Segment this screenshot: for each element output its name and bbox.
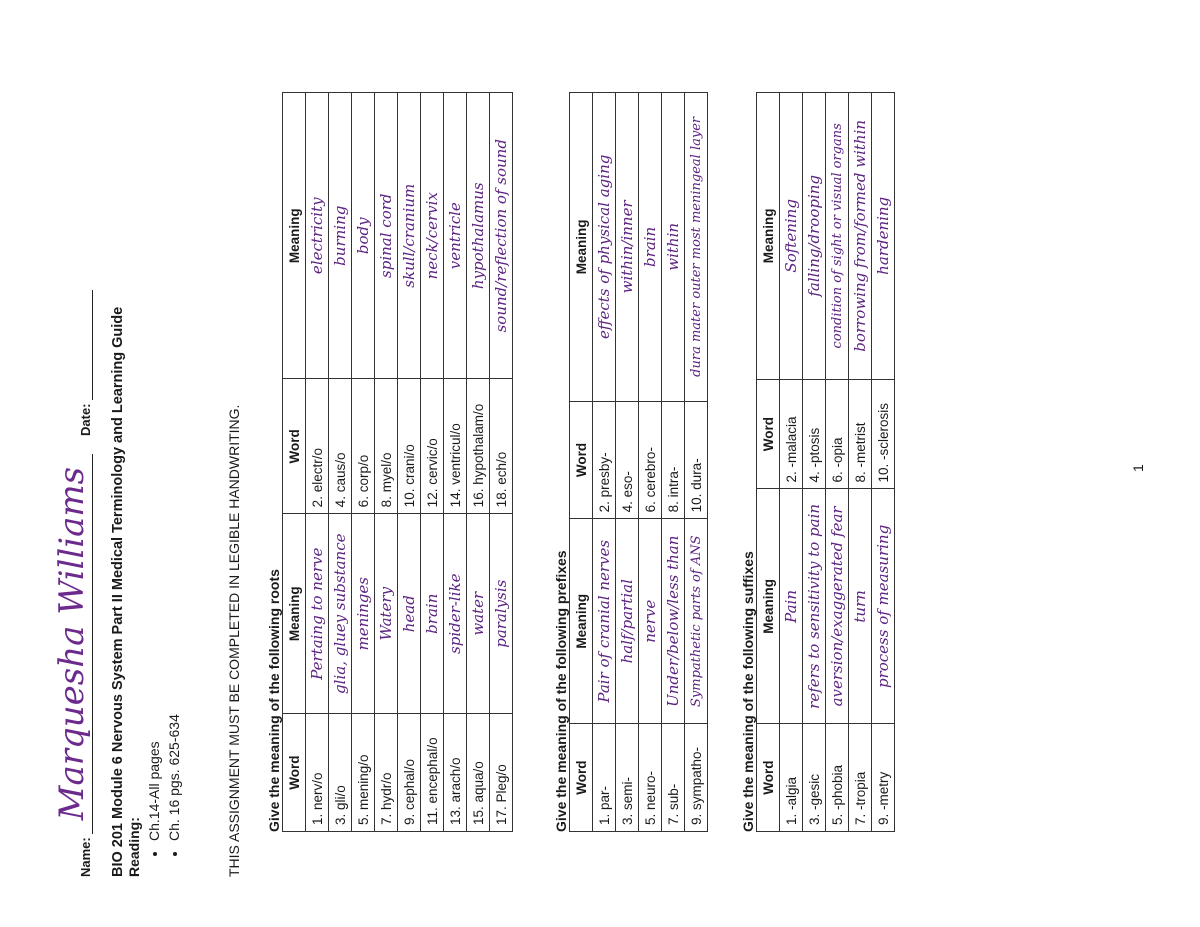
word-cell: 18. ech/o [490, 379, 513, 514]
word-cell: 10. crani/o [398, 379, 421, 514]
meaning-cell: hardening [872, 93, 895, 380]
word-cell: 12. cervic/o [421, 379, 444, 514]
table-row [467, 93, 490, 832]
word-cell: 1. par- [593, 724, 616, 832]
word-cell: 6. cerebro- [639, 401, 662, 519]
word-cell: 14. ventricul/o [444, 379, 467, 514]
word-cell: 16. hypothalam/o [467, 379, 490, 514]
col-header: Word [570, 401, 593, 519]
col-header: Meaning [570, 93, 593, 402]
word-cell: 15. aqua/o [467, 714, 490, 832]
word-cell: 1. nerv/o [306, 714, 329, 832]
word-cell: 3. gli/o [329, 714, 352, 832]
word-cell: 11. encephal/o [421, 714, 444, 832]
meaning-cell: aversion/exaggerated fear [826, 489, 849, 724]
meaning-cell: sound/reflection of sound [490, 93, 513, 379]
col-header: Word [757, 724, 780, 832]
handwriting-notice: THIS ASSIGNMENT MUST BE COMPLETED IN LEGIBLE HANDWRITING. [226, 404, 242, 877]
word-cell: 7. sub- [662, 724, 685, 832]
page-number: 1 [1130, 464, 1146, 472]
meaning-cell: hypothalamus [467, 93, 490, 379]
meaning-cell: Softening [780, 93, 803, 380]
meaning-cell: condition of sight or visual organs [826, 93, 849, 380]
col-header: Meaning [283, 514, 306, 714]
word-cell: 2. -malacia [780, 379, 803, 489]
col-header: Meaning [283, 93, 306, 379]
word-cell: 4. eso- [616, 401, 639, 519]
meaning-cell: body [352, 93, 375, 379]
word-cell: 17. Pleg/o [490, 714, 513, 832]
meaning-cell: within [662, 93, 685, 402]
date-blank [76, 290, 93, 400]
word-cell: 5. -phobia [826, 724, 849, 832]
name-date-line [52, 47, 93, 877]
col-header: Word [570, 724, 593, 832]
meaning-cell: within/inner [616, 93, 639, 402]
table-row [444, 93, 467, 832]
word-cell: 1. -algia [780, 724, 803, 832]
meaning-cell: head [398, 514, 421, 714]
table-header-row [570, 93, 593, 832]
word-cell: 5. neuro- [639, 724, 662, 832]
date-label: Date: [78, 403, 93, 436]
meaning-cell: brain [421, 514, 444, 714]
meaning-cell: electricity [306, 93, 329, 379]
meaning-cell: brain [639, 93, 662, 402]
table-row [375, 93, 398, 832]
col-header: Word [283, 379, 306, 514]
meaning-cell: spider-like [444, 514, 467, 714]
meaning-cell: spinal cord [375, 93, 398, 379]
name-label: Name: [78, 837, 93, 877]
prefixes-table [569, 92, 708, 832]
table-row [593, 93, 616, 832]
meaning-cell: half/partial [616, 519, 639, 724]
meaning-cell: Sympathetic parts of ANS [685, 519, 708, 724]
table-row [803, 93, 826, 832]
word-cell: 10. -sclerosis [872, 379, 895, 489]
title-block [110, 47, 186, 877]
table-row [849, 93, 872, 832]
roots-table [282, 92, 513, 832]
meaning-cell: turn [849, 489, 872, 724]
meaning-cell: borrowing from/formed within [849, 93, 872, 380]
word-cell: 7. hydr/o [375, 714, 398, 832]
meaning-cell: dura mater outer most meningeal layer [685, 93, 708, 402]
word-cell: 3. -gesic [803, 724, 826, 832]
meaning-cell: skull/cranium [398, 93, 421, 379]
table-row [490, 93, 513, 832]
word-cell: 9. sympatho- [685, 724, 708, 832]
table-row [685, 93, 708, 832]
word-cell: 4. -ptosis [803, 379, 826, 489]
meaning-cell: process of measuring [872, 489, 895, 724]
table-row [662, 93, 685, 832]
meaning-cell: nerve [639, 519, 662, 724]
suffixes-section [740, 92, 895, 832]
col-header: Meaning [757, 93, 780, 380]
meaning-cell: Pertaing to nerve [306, 514, 329, 714]
word-cell: 2. electr/o [306, 379, 329, 514]
word-cell: 4. caus/o [329, 379, 352, 514]
meaning-cell: Under/below/less than [662, 519, 685, 724]
meaning-cell: neck/cervix [421, 93, 444, 379]
col-header: Word [757, 379, 780, 489]
word-cell: 6. -opia [826, 379, 849, 489]
word-cell: 10. dura- [685, 401, 708, 519]
suffixes-title: Give the meaning of the following suffixes [740, 551, 756, 832]
table-row [398, 93, 421, 832]
word-cell: 6. corp/o [352, 379, 375, 514]
table-row [616, 93, 639, 832]
table-row [639, 93, 662, 832]
roots-title: Give the meaning of the following roots [266, 569, 282, 832]
page-title: BIO 201 Module 6 Nervous System Part II Medical Terminology and Learning Guide [110, 306, 126, 877]
meaning-cell: water [467, 514, 490, 714]
word-cell: 3. semi- [616, 724, 639, 832]
table-row [780, 93, 803, 832]
reading-item: • Ch.14-All pages [146, 47, 162, 841]
meaning-cell: Pain [780, 489, 803, 724]
col-header: Word [283, 714, 306, 832]
meaning-cell: refers to sensitivity to pain [803, 489, 826, 724]
word-cell: 8. myel/o [375, 379, 398, 514]
student-name: Marquesha Williams [52, 466, 92, 821]
meaning-cell: Pair of cranial nerves [593, 519, 616, 724]
prefixes-section [553, 92, 708, 832]
word-cell: 2. presby- [593, 401, 616, 519]
meaning-cell: Watery [375, 514, 398, 714]
table-row [329, 93, 352, 832]
reading-list [146, 47, 182, 877]
table-header-row [757, 93, 780, 832]
meaning-cell: falling/drooping [803, 93, 826, 380]
roots-section [266, 92, 513, 832]
word-cell: 5. mening/o [352, 714, 375, 832]
meaning-cell: meninges [352, 514, 375, 714]
col-header: Meaning [757, 489, 780, 724]
table-row [826, 93, 849, 832]
col-header: Meaning [570, 519, 593, 724]
meaning-cell: paralysis [490, 514, 513, 714]
meaning-cell: effects of physical aging [593, 93, 616, 402]
reading-section [126, 47, 182, 877]
reading-label: Reading: [126, 817, 142, 877]
word-cell: 13. arach/o [444, 714, 467, 832]
table-row [421, 93, 444, 832]
word-cell: 8. -metrist [849, 379, 872, 489]
word-cell: 7. -tropia [849, 724, 872, 832]
reading-item: • Ch. 16 pgs. 625-634 [166, 47, 182, 841]
table-row [352, 93, 375, 832]
meaning-cell: ventricle [444, 93, 467, 379]
meaning-cell: burning [329, 93, 352, 379]
prefixes-title: Give the meaning of the following prefixes [553, 550, 569, 832]
suffixes-table [756, 92, 895, 832]
table-header-row [283, 93, 306, 832]
meaning-cell: glia, gluey substance [329, 514, 352, 714]
word-cell: 8. intra- [662, 401, 685, 519]
table-row [872, 93, 895, 832]
word-cell: 9. -metry [872, 724, 895, 832]
table-row [306, 93, 329, 832]
word-cell: 9. cephal/o [398, 714, 421, 832]
